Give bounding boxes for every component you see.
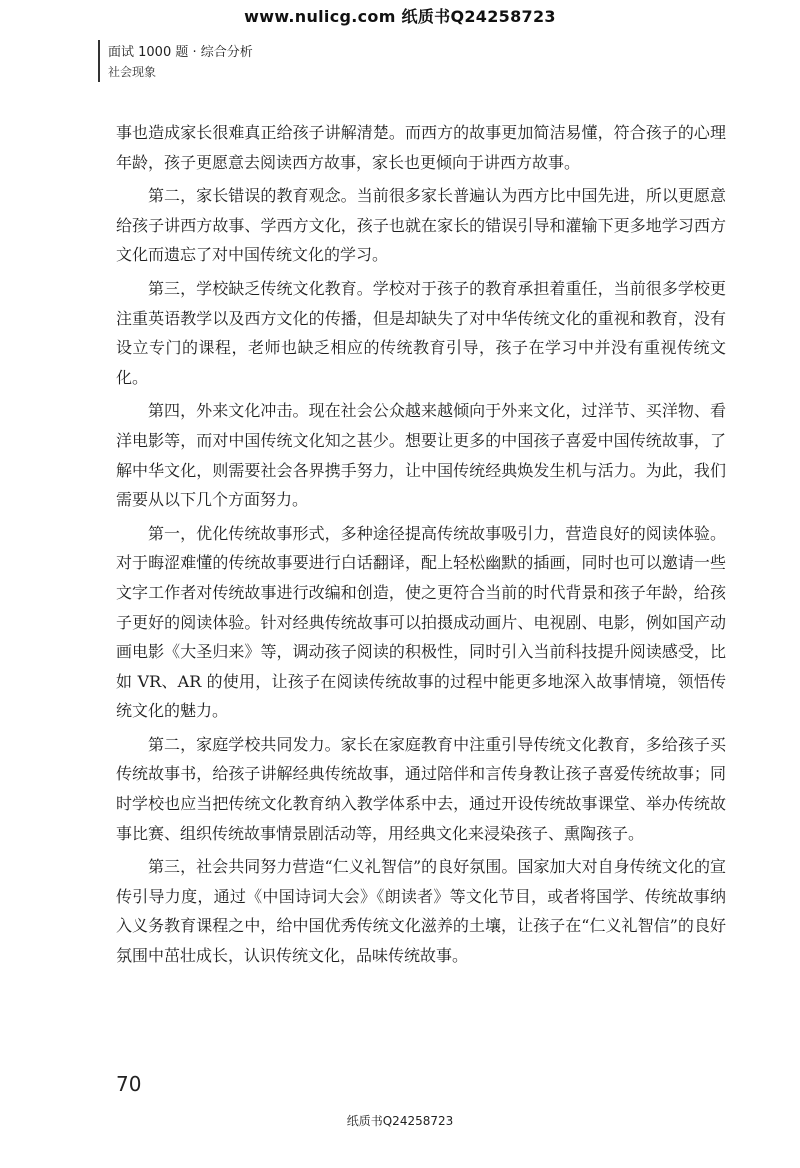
paragraph: 第一，优化传统故事形式，多种途径提高传统故事吸引力，营造良好的阅读体验。对于晦涩难懂的传统故事要进行白话翻译，配上轻松幽默的插画，同时也可以邀请一些文字工作者对传统故事进行改编和创造，使之更符合当前的时代背景和孩子年龄，给孩子更好的阅读体验。针对经典传统故事可以拍摄成动画片、电视剧、电影，例如国产动画电影《大圣归来》等，调动孩子阅读的积极性，同时引入当前科技提升阅读感受，比如 VR、AR 的使用，让孩子在阅读传统故事的过程中能更多地深入故事情境，领悟传统文化的魅力。 [116,523,726,721]
header-divider [98,40,100,82]
paragraph: 第三，社会共同努力营造“仁义礼智信”的良好氛围。国家加大对自身传统文化的宣传引导力度，通过《中国诗词大会》《朗读者》等文化节目，或者将国学、传统故事纳入义务教育课程之中，给中国优秀传统文化滋养的土壤，让孩子在“仁义礼智信”的良好氛围中茁壮成长，认识传统文化，品味传统故事。 [116,857,726,966]
bottom-watermark: 纸质书Q24258723 [346,1114,454,1128]
page-number: 70 [116,1072,142,1096]
body-text [116,118,726,975]
paragraph: 第三，学校缺乏传统文化教育。学校对于孩子的教育承担着重任，当前很多学校更注重英语教学以及西方文化的传播，但是却缺失了对中华传统文化的重视和教育，没有设立专门的课程，老师也缺乏相应的传统教育引导，孩子在学习中并没有重视传统文化。 [116,278,726,387]
paragraph: 第四，外来文化冲击。现在社会公众越来越倾向于外来文化，过洋节、买洋物、看洋电影等，而对中国传统文化知之甚少。想要让更多的中国孩子喜爱中国传统故事，了解中华文化，则需要社会各界携手努力，让中国传统经典焕发生机与活力。为此，我们需要从以下几个方面努力。 [116,401,726,510]
paragraph: 第二，家长错误的教育观念。当前很多家长普遍认为西方比中国先进，所以更愿意给孩子讲西方故事、学西方文化，孩子也就在家长的错误引导和灌输下更多地学习西方文化而遗忘了对中国传统文化的学习。 [116,186,726,265]
book-title: 面试 1000 题 · 综合分析 [108,45,253,60]
paragraph: 第二，家庭学校共同发力。家长在家庭教育中注重引导传统文化教育，多给孩子买传统故事书，给孩子讲解经典传统故事，通过陪伴和言传身教让孩子喜爱传统故事；同时学校也应当把传统文化教育纳入教学体系中去，通过开设传统故事课堂、举办传统故事比赛、组织传统故事情景剧活动等，用经典文化来浸染孩子、熏陶孩子。 [116,734,726,843]
paragraph-continuation: 事也造成家长很难真正给孩子讲解清楚。而西方的故事更加简洁易懂，符合孩子的心理年龄，孩子更愿意去阅读西方故事，家长也更倾向于讲西方故事。 [116,123,726,172]
section-label: 社会现象 [108,65,157,79]
top-watermark: www.nulicg.com 纸质书Q24258723 [244,7,556,26]
